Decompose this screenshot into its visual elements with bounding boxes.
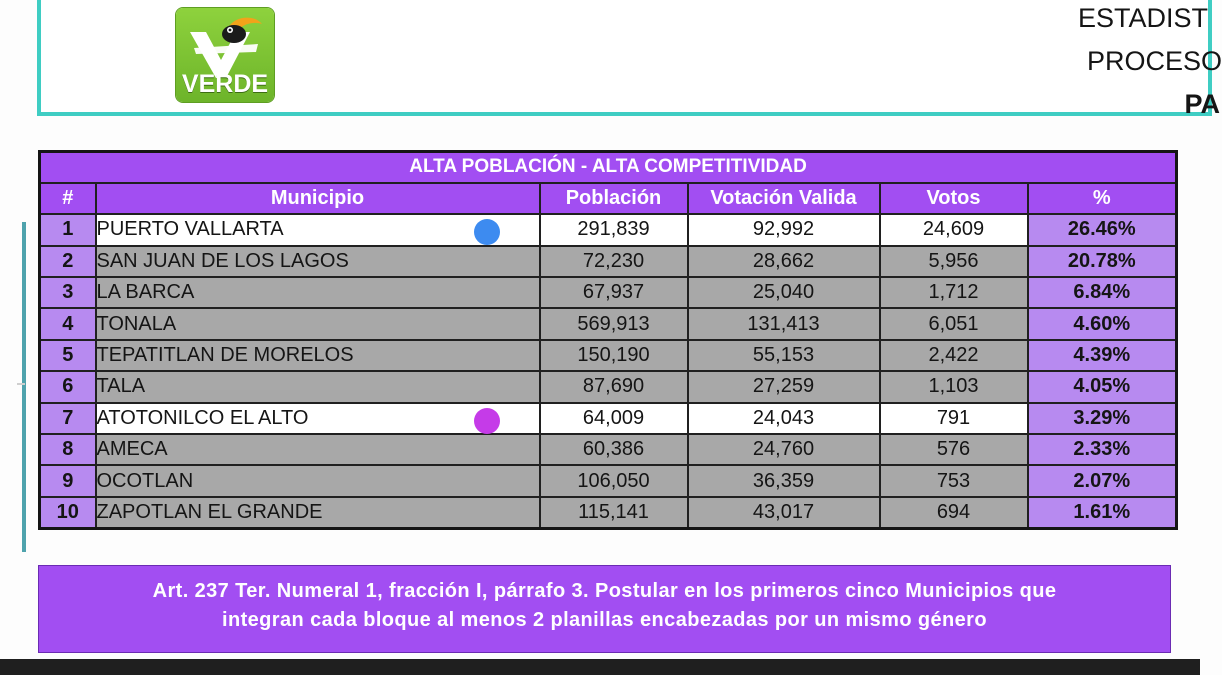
table-row bbox=[40, 277, 1177, 308]
municipio-cell bbox=[96, 434, 540, 465]
percent-cell: 6.84% bbox=[1028, 277, 1177, 308]
header-title bbox=[1077, 0, 1222, 126]
votacion-cell: 25,040 bbox=[688, 277, 880, 308]
municipio-cell bbox=[96, 371, 540, 402]
votacion-cell: 24,760 bbox=[688, 434, 880, 465]
votos-cell: 24,609 bbox=[880, 214, 1028, 245]
column-header-poblacion: Población bbox=[540, 183, 688, 214]
votos-cell: 1,712 bbox=[880, 277, 1028, 308]
votos-cell: 753 bbox=[880, 465, 1028, 496]
legal-note bbox=[38, 565, 1171, 653]
municipio-cell bbox=[96, 497, 540, 528]
row-number: 7 bbox=[40, 403, 96, 434]
poblacion-cell: 67,937 bbox=[540, 277, 688, 308]
votos-cell: 576 bbox=[880, 434, 1028, 465]
percent-cell: 4.39% bbox=[1028, 340, 1177, 371]
percent-cell: 4.05% bbox=[1028, 371, 1177, 402]
row-number: 9 bbox=[40, 465, 96, 496]
bottom-bar bbox=[0, 659, 1200, 675]
municipio-name: TALA bbox=[96, 375, 146, 398]
table-row bbox=[40, 403, 1177, 434]
table-title: ALTA POBLACIÓN - ALTA COMPETITIVIDAD bbox=[40, 152, 1177, 183]
municipio-name: ZAPOTLAN EL GRANDE bbox=[96, 500, 323, 523]
row-number: 10 bbox=[40, 497, 96, 528]
header-line-3: PA bbox=[1184, 89, 1220, 119]
row-number: 4 bbox=[40, 308, 96, 339]
table-row bbox=[40, 340, 1177, 371]
votacion-cell: 28,662 bbox=[688, 246, 880, 277]
municipio-name: OCOTLAN bbox=[96, 469, 194, 492]
verde-logo bbox=[176, 8, 274, 102]
poblacion-cell: 64,009 bbox=[540, 403, 688, 434]
header-line-1: ESTADIST bbox=[1077, 3, 1208, 33]
poblacion-cell: 60,386 bbox=[540, 434, 688, 465]
votos-cell: 6,051 bbox=[880, 308, 1028, 339]
poblacion-cell: 106,050 bbox=[540, 465, 688, 496]
poblacion-cell: 150,190 bbox=[540, 340, 688, 371]
marker-dot-icon bbox=[474, 219, 500, 245]
municipio-cell bbox=[96, 277, 540, 308]
percent-cell: 4.60% bbox=[1028, 308, 1177, 339]
column-header-votos: Votos bbox=[880, 183, 1028, 214]
percent-cell: 2.07% bbox=[1028, 465, 1177, 496]
row-number: 1 bbox=[40, 214, 96, 245]
marker-dot-icon bbox=[474, 408, 500, 434]
municipio-cell bbox=[96, 403, 540, 434]
poblacion-cell: 87,690 bbox=[540, 371, 688, 402]
votacion-cell: 92,992 bbox=[688, 214, 880, 245]
left-edge-bar bbox=[22, 222, 26, 552]
column-header-municipio: Municipio bbox=[96, 183, 540, 214]
municipio-name: AMECA bbox=[96, 438, 168, 461]
municipio-cell bbox=[96, 308, 540, 339]
table-row bbox=[40, 434, 1177, 465]
row-number: 3 bbox=[40, 277, 96, 308]
results-table bbox=[38, 150, 1178, 530]
table-row bbox=[40, 214, 1177, 245]
municipio-cell bbox=[96, 246, 540, 277]
row-number: 5 bbox=[40, 340, 96, 371]
votos-cell: 2,422 bbox=[880, 340, 1028, 371]
table-row bbox=[40, 465, 1177, 496]
table-row bbox=[40, 246, 1177, 277]
left-edge-tick bbox=[17, 383, 25, 385]
votos-cell: 694 bbox=[880, 497, 1028, 528]
municipio-name: SAN JUAN DE LOS LAGOS bbox=[96, 249, 349, 272]
percent-cell: 26.46% bbox=[1028, 214, 1177, 245]
percent-cell: 3.29% bbox=[1028, 403, 1177, 434]
votacion-cell: 24,043 bbox=[688, 403, 880, 434]
votacion-cell: 55,153 bbox=[688, 340, 880, 371]
table-row bbox=[40, 497, 1177, 528]
municipio-cell bbox=[96, 340, 540, 371]
poblacion-cell: 72,230 bbox=[540, 246, 688, 277]
votos-cell: 791 bbox=[880, 403, 1028, 434]
municipio-name: PUERTO VALLARTA bbox=[96, 218, 284, 241]
municipio-name: TONALA bbox=[96, 312, 177, 335]
column-header-percent: % bbox=[1028, 183, 1177, 214]
note-line-2: integran cada bloque al menos 2 planillas encabezadas por un mismo género bbox=[222, 609, 987, 631]
municipio-name: LA BARCA bbox=[96, 281, 195, 304]
header-line-2: PROCESO bbox=[1086, 46, 1222, 76]
municipio-name: ATOTONILCO EL ALTO bbox=[96, 406, 309, 429]
row-number: 2 bbox=[40, 246, 96, 277]
percent-cell: 2.33% bbox=[1028, 434, 1177, 465]
column-header-number: # bbox=[40, 183, 96, 214]
municipio-cell bbox=[96, 465, 540, 496]
poblacion-cell: 115,141 bbox=[540, 497, 688, 528]
row-number: 8 bbox=[40, 434, 96, 465]
percent-cell: 20.78% bbox=[1028, 246, 1177, 277]
municipio-cell bbox=[96, 214, 540, 245]
votacion-cell: 36,359 bbox=[688, 465, 880, 496]
table-row bbox=[40, 371, 1177, 402]
logo-text: VERDE bbox=[181, 70, 269, 98]
note-line-1: Art. 237 Ter. Numeral 1, fracción I, párrafo 3. Postular en los primeros cinco Municipios que bbox=[152, 580, 1057, 602]
percent-cell: 1.61% bbox=[1028, 497, 1177, 528]
votos-cell: 1,103 bbox=[880, 371, 1028, 402]
votacion-cell: 27,259 bbox=[688, 371, 880, 402]
votacion-cell: 131,413 bbox=[688, 308, 880, 339]
municipio-name: TEPATITLAN DE MORELOS bbox=[96, 344, 354, 367]
poblacion-cell: 291,839 bbox=[540, 214, 688, 245]
poblacion-cell: 569,913 bbox=[540, 308, 688, 339]
row-number: 6 bbox=[40, 371, 96, 402]
votos-cell: 5,956 bbox=[880, 246, 1028, 277]
votacion-cell: 43,017 bbox=[688, 497, 880, 528]
column-header-votacion: Votación Valida bbox=[688, 183, 880, 214]
table-row bbox=[40, 308, 1177, 339]
